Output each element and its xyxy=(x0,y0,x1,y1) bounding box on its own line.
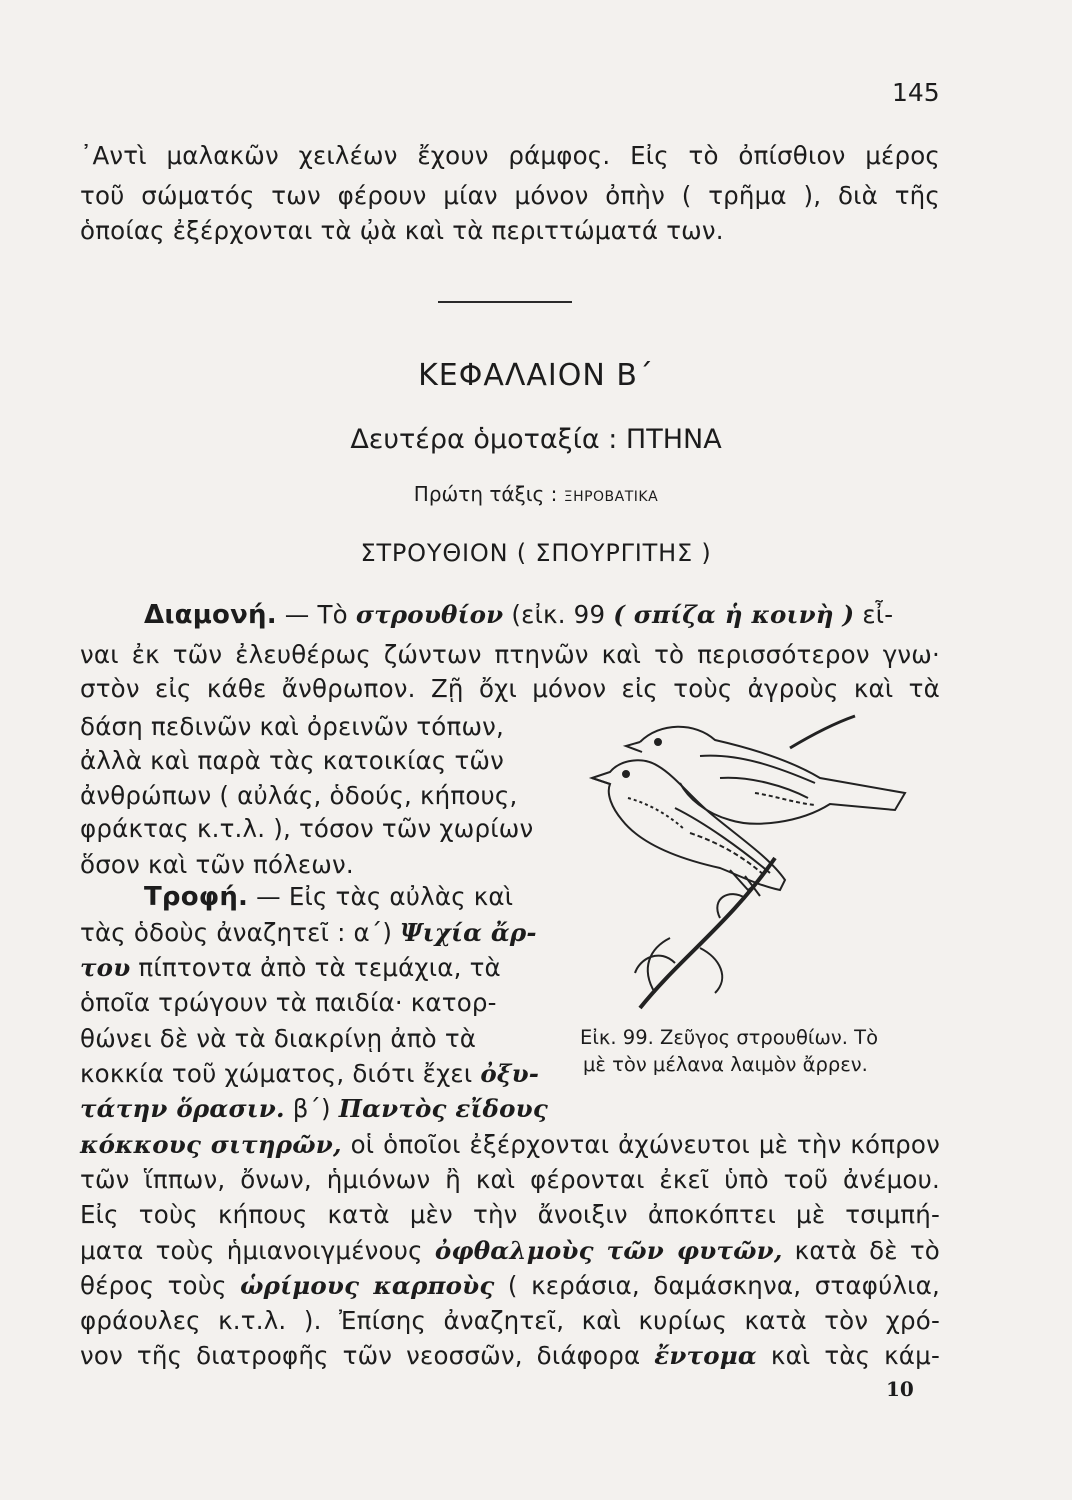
page-number: 145 xyxy=(892,78,940,107)
term-pantos: Παντὸς εἴδους xyxy=(338,1094,548,1123)
food-line: τῶν ἵππων, ὄνων, ἡμιόνων ἢ καὶ φέρονται ἐκεῖ ὑπὸ τοῦ ἀνέμου. xyxy=(80,1165,940,1194)
term-artou: του xyxy=(80,953,131,982)
food-line xyxy=(144,882,513,912)
term-kokkous: κόκκους σιτηρῶν, xyxy=(80,1130,342,1159)
habitat-line: ἀλλὰ καὶ παρὰ τὰς κατοικίας τῶν xyxy=(80,746,505,775)
chapter-title: ΚΕΦΑΛΑΙΟΝ Β΄ xyxy=(418,358,654,393)
food-line: θώνει δὲ νὰ τὰ διακρίνῃ ἀπὸ τὰ xyxy=(80,1024,477,1053)
sparrows-illustration xyxy=(580,708,940,1018)
food-line xyxy=(80,953,501,982)
food-line xyxy=(80,1059,539,1088)
figure-caption-line: μὲ τὸν μέλανα λαιμὸν ἄρρεν. xyxy=(583,1053,868,1076)
order-title: Πρώτη τάξις : ΞΗΡΟΒΑΤΙΚΑ xyxy=(413,482,659,506)
habitat-text: (εἰκ. 99 xyxy=(503,600,614,629)
habitat-line: φράκτας κ.τ.λ. ), τόσον τῶν χωρίων xyxy=(80,814,534,843)
food-text: ματα τοὺς ἡμιανοιγμένους xyxy=(80,1236,435,1265)
class-title: Δευτέρα ὁμοταξία : ΠΤΗΝΑ xyxy=(350,424,722,455)
term-oxy: ὀξυ- xyxy=(480,1059,540,1088)
term-karpous: ὡρίμους καρποὺς xyxy=(240,1271,495,1300)
food-line xyxy=(80,1130,940,1159)
food-text: θέρος τοὺς xyxy=(80,1271,241,1300)
food-text: τὰς ὁδοὺς ἀναζητεῖ : α΄) xyxy=(80,918,401,947)
food-line: φράουλες κ.τ.λ. ). Ἐπίσης ἀναζητεῖ, καὶ κυρίως κατὰ τὸν χρό- xyxy=(80,1306,940,1335)
food-line xyxy=(80,1236,940,1265)
food-text: κατὰ δὲ τὸ xyxy=(782,1236,940,1265)
intro-line: τοῦ σώματός των φέρουν μίαν μόνον ὀπὴν ( τρῆμα ), διὰ τῆς xyxy=(80,181,940,210)
food-line xyxy=(80,918,537,947)
food-text: πίπτοντα ἀπὸ τὰ τεμάχια, τὰ xyxy=(130,953,501,982)
term-ofthalmous: ὀφθαλμοὺς τῶν φυτῶν, xyxy=(434,1236,783,1265)
species-title: ΣΤΡΟΥΘΙΟΝ ( ΣΠΟΥΡΓΙΤΗΣ ) xyxy=(360,539,712,567)
habitat-line: δάση πεδινῶν καὶ ὀρεινῶν τόπων, xyxy=(80,712,505,741)
food-line: ὁποῖα τρώγουν τὰ παιδία· κατορ- xyxy=(80,988,497,1017)
habitat-text: — Τὸ xyxy=(276,600,356,629)
food-line xyxy=(80,1094,548,1123)
habitat-line: ἀνθρώπων ( αὐλάς, ὁδούς, κήπους, xyxy=(80,781,518,810)
habitat-line: ναι ἐκ τῶν ἐλευθέρως ζώντων πτηνῶν καὶ τὸ περισσότερον γνω· xyxy=(80,640,940,669)
order-label: Πρώτη τάξις xyxy=(413,482,545,506)
food-text: νον τῆς διατροφῆς τῶν νεοσσῶν, διάφορα xyxy=(80,1341,655,1370)
class-label: Δευτέρα ὁμοταξία xyxy=(350,424,600,455)
food-text: κοκκία τοῦ χώματος, διότι ἔχει xyxy=(80,1059,481,1088)
food-text: καὶ τὰς κάμ- xyxy=(756,1341,940,1370)
food-text: — Εἰς τὰς αὐλὰς καὶ xyxy=(248,882,514,911)
term-entoma: ἔντομα xyxy=(654,1341,757,1370)
latin-name: ( σπίζα ἡ κοινὴ ) xyxy=(613,600,855,629)
habitat-line: στὸν εἰς κάθε ἄνθρωπον. Ζῇ ὄχι μόνον εἰς τοὺς ἀγροὺς καὶ τὰ xyxy=(80,674,940,703)
figure-caption-line: Εἰκ. 99. Ζεῦγος στρουθίων. Τὸ xyxy=(580,1026,878,1049)
habitat-text: εἶ- xyxy=(854,600,894,629)
food-line xyxy=(80,1271,940,1300)
food-text: οἱ ὁποῖοι ἐξέρχονται ἀχώνευτοι μὲ τὴν κόπρον xyxy=(341,1130,940,1159)
class-name: ΠΤΗΝΑ xyxy=(625,424,722,455)
section-divider xyxy=(438,301,572,303)
term-orasin: τάτην ὅρασιν. xyxy=(80,1094,285,1123)
habitat-line: ὅσον καὶ τῶν πόλεων. xyxy=(80,850,354,879)
habitat-line xyxy=(144,600,893,630)
food-line xyxy=(80,1341,940,1370)
order-name: ΞΗΡΟΒΑΤΙΚΑ xyxy=(563,489,659,505)
habitat-heading: Διαμονή. xyxy=(144,600,277,630)
food-text: β΄) xyxy=(284,1094,339,1123)
food-heading: Τροφή. xyxy=(144,882,249,912)
term-strouthion: στρουθίον xyxy=(355,600,504,629)
intro-line: ὁποίας ἐξέρχονται τὰ ᾠὰ καὶ τὰ περιττώματά των. xyxy=(80,216,724,245)
food-line: Εἰς τοὺς κήπους κατὰ μὲν τὴν ἄνοιξιν ἀποκόπτει μὲ τσιμπή- xyxy=(80,1200,940,1229)
signature-mark: 10 xyxy=(886,1377,914,1401)
intro-line: ᾿Αντὶ μαλακῶν χειλέων ἔχουν ράμφος. Εἰς τὸ ὀπίσθιον μέρος xyxy=(80,141,940,170)
food-text: ( κεράσια, δαμάσκηνα, σταφύλια, xyxy=(494,1271,940,1300)
term-psichia: Ψιχία ἄρ- xyxy=(400,918,537,947)
